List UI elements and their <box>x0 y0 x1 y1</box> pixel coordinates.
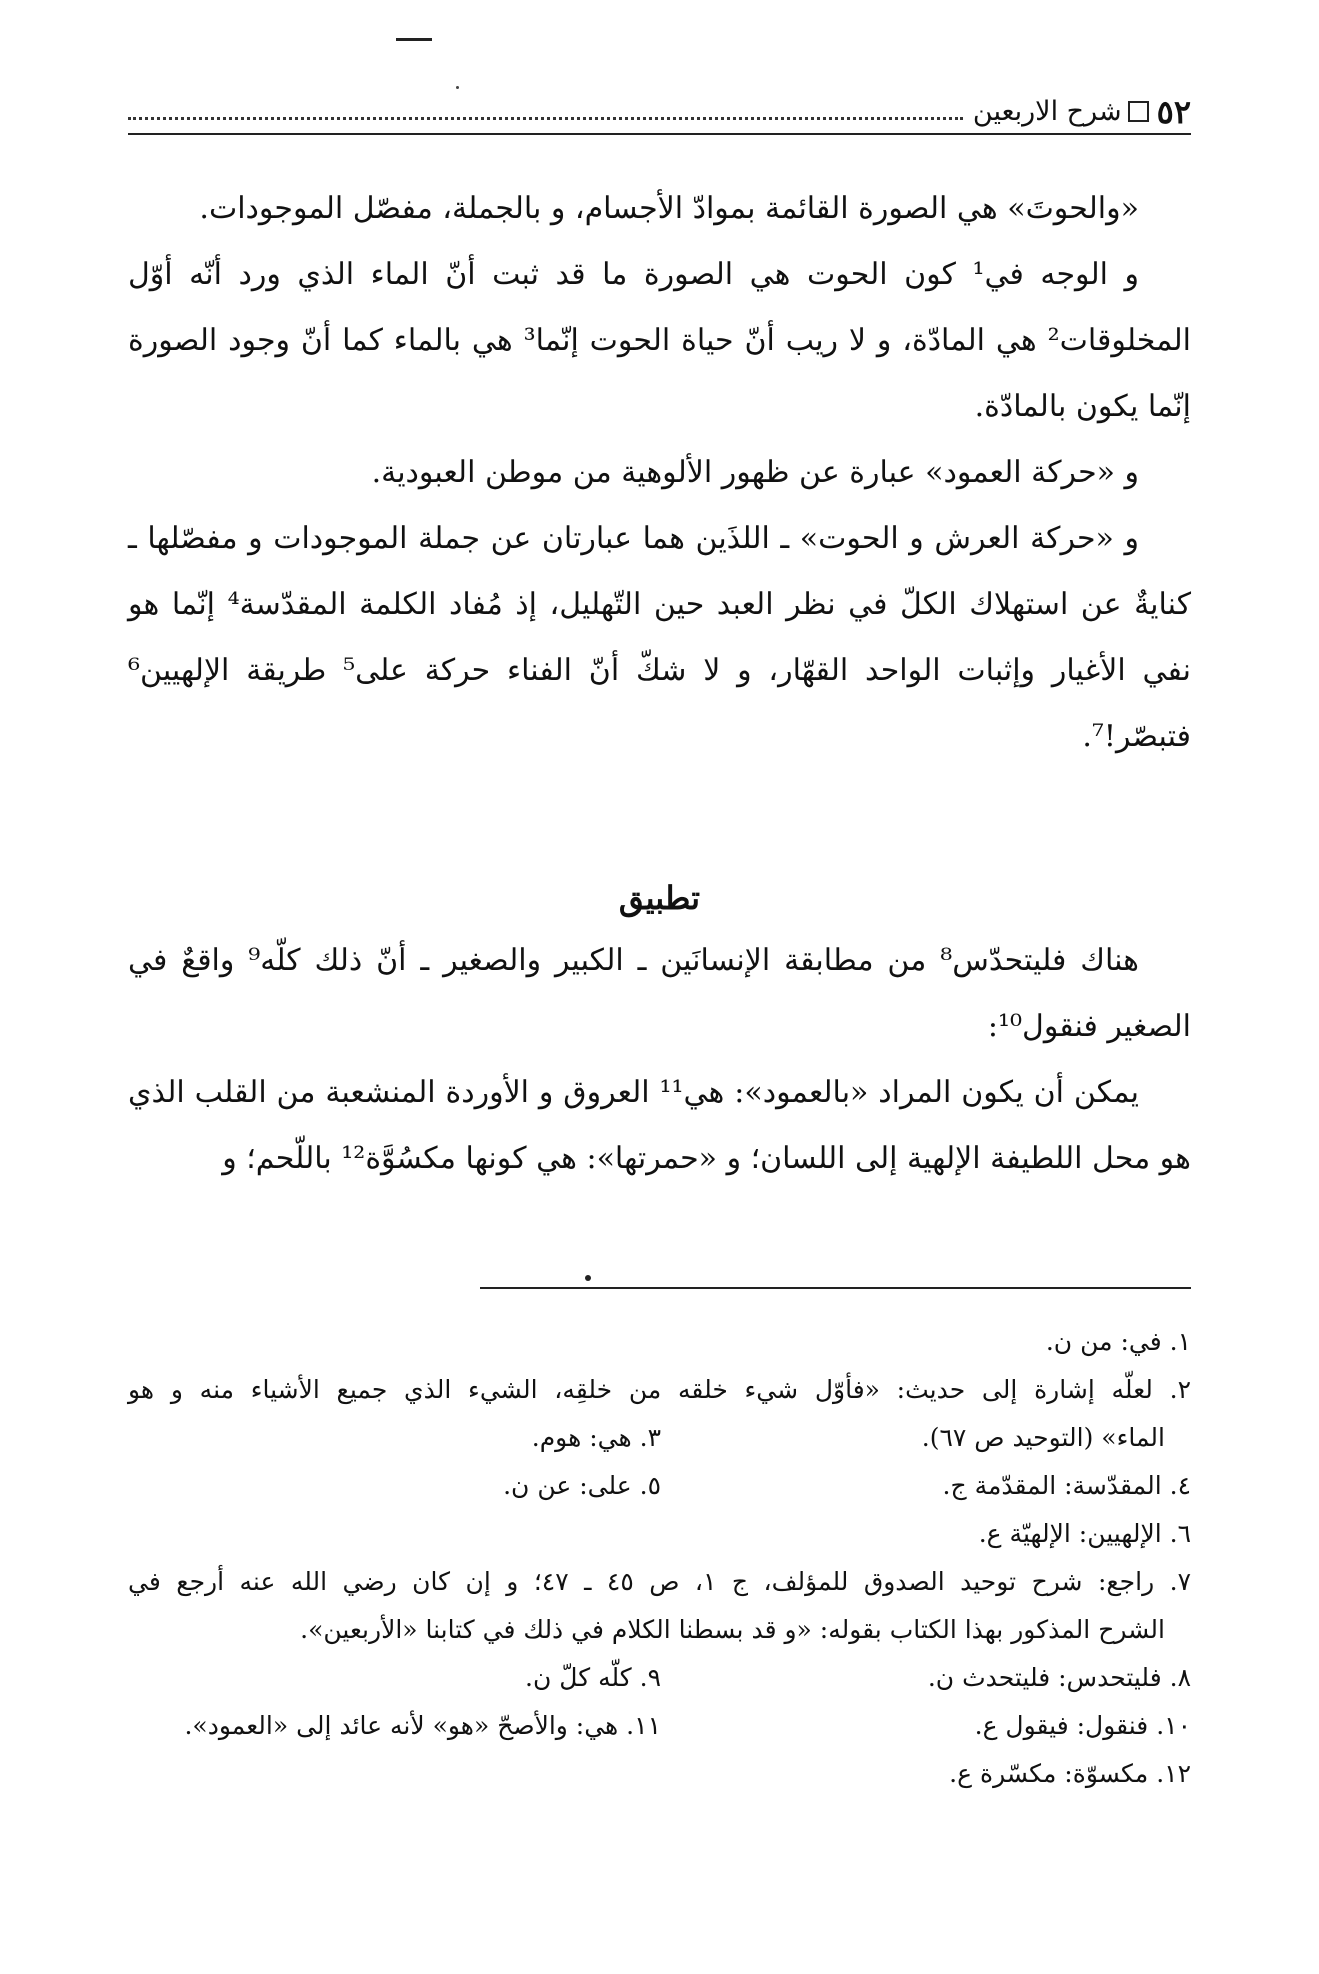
header-dot-leader <box>128 116 963 120</box>
footnote-2 <box>128 1366 1191 1414</box>
footnote-11: ١١. هي: والأصحّ «هو» لأنه عائد إلى «العمود». <box>184 1711 661 1740</box>
footnote-row-10-11 <box>128 1702 1191 1750</box>
main-text <box>128 176 1191 770</box>
footnote-5: ٥. على: عن ن. <box>503 1471 661 1500</box>
footnote-9: ٩. كلّه كلّ ن. <box>525 1663 661 1692</box>
header-square-icon <box>1128 101 1149 122</box>
page-number: ٥٢ <box>1156 93 1191 131</box>
footnote-1 <box>128 1318 1191 1366</box>
footnote-7 <box>128 1558 1191 1606</box>
footnote-text: الشرح المذكور بهذا الكتاب بقوله: «و قد بسطنا الكلام في ذلك في كتابنا «الأربعين». <box>300 1615 1165 1644</box>
footnote-rule <box>480 1287 1191 1289</box>
footnote-8: ٨. فليتحدس: فليتحدث ن. <box>927 1663 1191 1692</box>
footnote-7-cont <box>128 1606 1191 1654</box>
footnote-2-cont <box>128 1414 1191 1462</box>
footnote-row-8-9 <box>128 1654 1191 1702</box>
paragraph-4: و «حركة العرش و الحوت» ـ اللذَين هما عبارتان عن جملة الموجودات و مفصّلها ـ كنايةٌ عن استهلاك الكلّ في نظر العبد حين التّهليل، إذ مُفاد الكلمة المقدّسة⁴ إنّما هو نفي الأغيار وإثبات الواحد القهّار، و لا شكّ أنّ الفناء حركة على⁵ طريقة الإلهيين⁶ فتبصّر!⁷. <box>128 521 1192 754</box>
footnote-12 <box>128 1750 1191 1798</box>
paragraph-3: و «حركة العمود» عبارة عن ظهور الألوهية من موطن العبودية. <box>371 455 1139 490</box>
footnote-row-4-5 <box>128 1462 1191 1510</box>
section-heading: تطبيق <box>618 879 701 917</box>
footnote-text: ١٢. مكسوّة: مكسّرة ع. <box>949 1759 1191 1788</box>
running-header <box>128 88 1191 132</box>
paragraph-1: «والحوتَ» هي الصورة القائمة بموادّ الأجسام، و بالجملة، مفصّل الموجودات. <box>199 191 1139 226</box>
footnote-10: ١٠. فنقول: فيقول ع. <box>974 1711 1191 1740</box>
footnote-text: ٦. الإلهيين: الإلهيّة ع. <box>978 1519 1191 1548</box>
section-paragraph-2: يمكن أن يكون المراد «بالعمود»: هي¹¹ العروق و الأوردة المنشعبة من القلب الذي هو محل اللطيفة الإلهية إلى اللسان؛ و «حمرتها»: هي كونها مكسُوَّة¹² باللّحم؛ و <box>128 1075 1191 1176</box>
footnotes <box>128 1318 1191 1798</box>
top-mark <box>396 38 432 41</box>
footnote-4: ٤. المقدّسة: المقدّمة ج. <box>942 1471 1191 1500</box>
footnote-text: ٢. لعلّه إشارة إلى حديث: «فأوّل شيء خلقه من خلقِه، الشيء الذي جميع الأشياء منه و هو <box>128 1375 1191 1404</box>
footnote-text: ٧. راجع: شرح توحيد الصدوق للمؤلف، ج ١، ص ٤٥ ـ ٤٧؛ و إن كان رضي الله عنه أرجع في <box>128 1567 1192 1596</box>
header-rule <box>128 133 1191 135</box>
section-paragraph-1: هناك فليتحدّس⁸ من مطابقة الإنسانَين ـ الكبير والصغير ـ أنّ ذلك كلّه⁹ واقعٌ في الصغير فنقول¹⁰: <box>128 943 1191 1044</box>
footnote-text: ١. في: من ن. <box>1045 1327 1191 1356</box>
paragraph-2: و الوجه في¹ كون الحوت هي الصورة ما قد ثبت أنّ الماء الذي ورد أنّه أوّل المخلوقات² هي المادّة، و لا ريب أنّ حياة الحوت إنّما³ هي بالماء كما أنّ وجود الصورة إنّما يكون بالمادّة. <box>128 257 1191 424</box>
footnote-6 <box>128 1510 1191 1558</box>
footnote-dot <box>585 1275 591 1281</box>
running-title: شرح الاربعين <box>972 96 1122 127</box>
footnote-3: ٣. هي: هوم. <box>531 1423 661 1452</box>
section-text <box>128 928 1191 1192</box>
footnote-text: الماء» (التوحيد ص ٦٧). <box>921 1423 1165 1452</box>
